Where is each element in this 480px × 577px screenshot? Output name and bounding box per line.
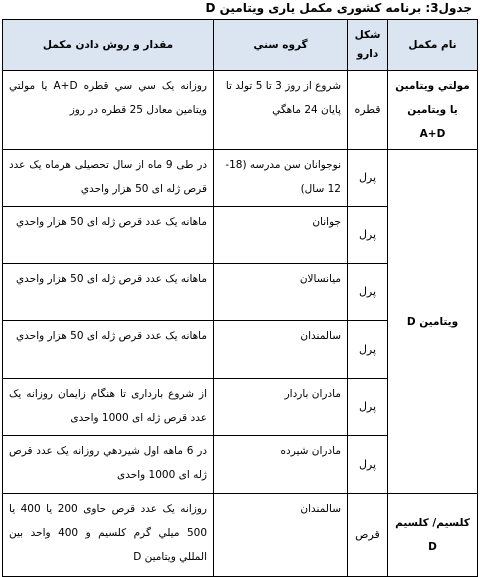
dose-cell: در طی 9 ماه از سال تحصیلی هرماه یک عدد قرص ژله ای 50 هزار واحدي: [3, 150, 214, 207]
form-cell: پرل: [348, 150, 388, 207]
header-dose: مقدار و روش دادن مکمل: [3, 20, 214, 71]
header-form: شکل دارو: [348, 20, 388, 71]
form-cell: قطره: [348, 71, 388, 150]
table-title: جدول3: برنامه کشوری مکمل یاری ویتامین D: [205, 1, 472, 15]
age-group-cell: مادران باردار: [214, 379, 348, 436]
form-cell: قرص: [348, 494, 388, 577]
age-group-cell: سالمندان: [214, 494, 348, 577]
table-row: [3, 150, 478, 207]
form-cell: پرل: [348, 207, 388, 264]
age-group-cell: سالمندان: [214, 321, 348, 379]
form-cell: پرل: [348, 321, 388, 379]
age-group-cell: نوجوانان سن مدرسه (18- 12 سال): [214, 150, 348, 207]
dose-cell: در 6 ماهه اول شيردهي روزانه يک عدد قرص ژله ای 1000 واحدی: [3, 436, 214, 494]
dose-cell: ماهانه يک عدد قرص ژله ای 50 هزار واحدي: [3, 207, 214, 264]
header-name: نام مکمل: [388, 20, 478, 71]
header-row: [3, 20, 478, 71]
form-cell: پرل: [348, 264, 388, 321]
dose-cell: از شروع بارداری تا هنگام زايمان روزانه يک عدد قرص ژله ای 1000 واحدی: [3, 379, 214, 436]
age-group-cell: شروع از روز 3 تا 5 تولد تا پايان 24 ماهگي: [214, 71, 348, 150]
supplement-name-cell: مولتي ويتامين يا ويتامين A+D: [388, 71, 478, 150]
dose-cell: روزانه يک سي سي قطره A+D يا مولتي ويتامين معادل 25 قطره در روز: [3, 71, 214, 150]
header-group: گروه سني: [214, 20, 348, 71]
supplement-table: [2, 19, 478, 577]
form-cell: پرل: [348, 379, 388, 436]
table-row: [3, 494, 478, 577]
dose-cell: ماهانه يک عدد قرص ژله ای 50 هزار واحدي: [3, 264, 214, 321]
dose-cell: روزانه يک عدد قرص حاوی 200 يا 400 يا 500 ميلي گرم کلسيم و 400 واحد بين المللي ويتامين D: [3, 494, 214, 577]
dose-cell: ماهانه يک عدد قرص ژله ای 50 هزار واحدي: [3, 321, 214, 379]
age-group-cell: جوانان: [214, 207, 348, 264]
age-group-cell: مادران شيرده: [214, 436, 348, 494]
supplement-name-cell: کلسيم/ کلسيم D: [388, 494, 478, 577]
table-row: [3, 71, 478, 150]
form-cell: پرل: [348, 436, 388, 494]
age-group-cell: ميانسالان: [214, 264, 348, 321]
supplement-name-cell: ويتامين D: [388, 150, 478, 494]
